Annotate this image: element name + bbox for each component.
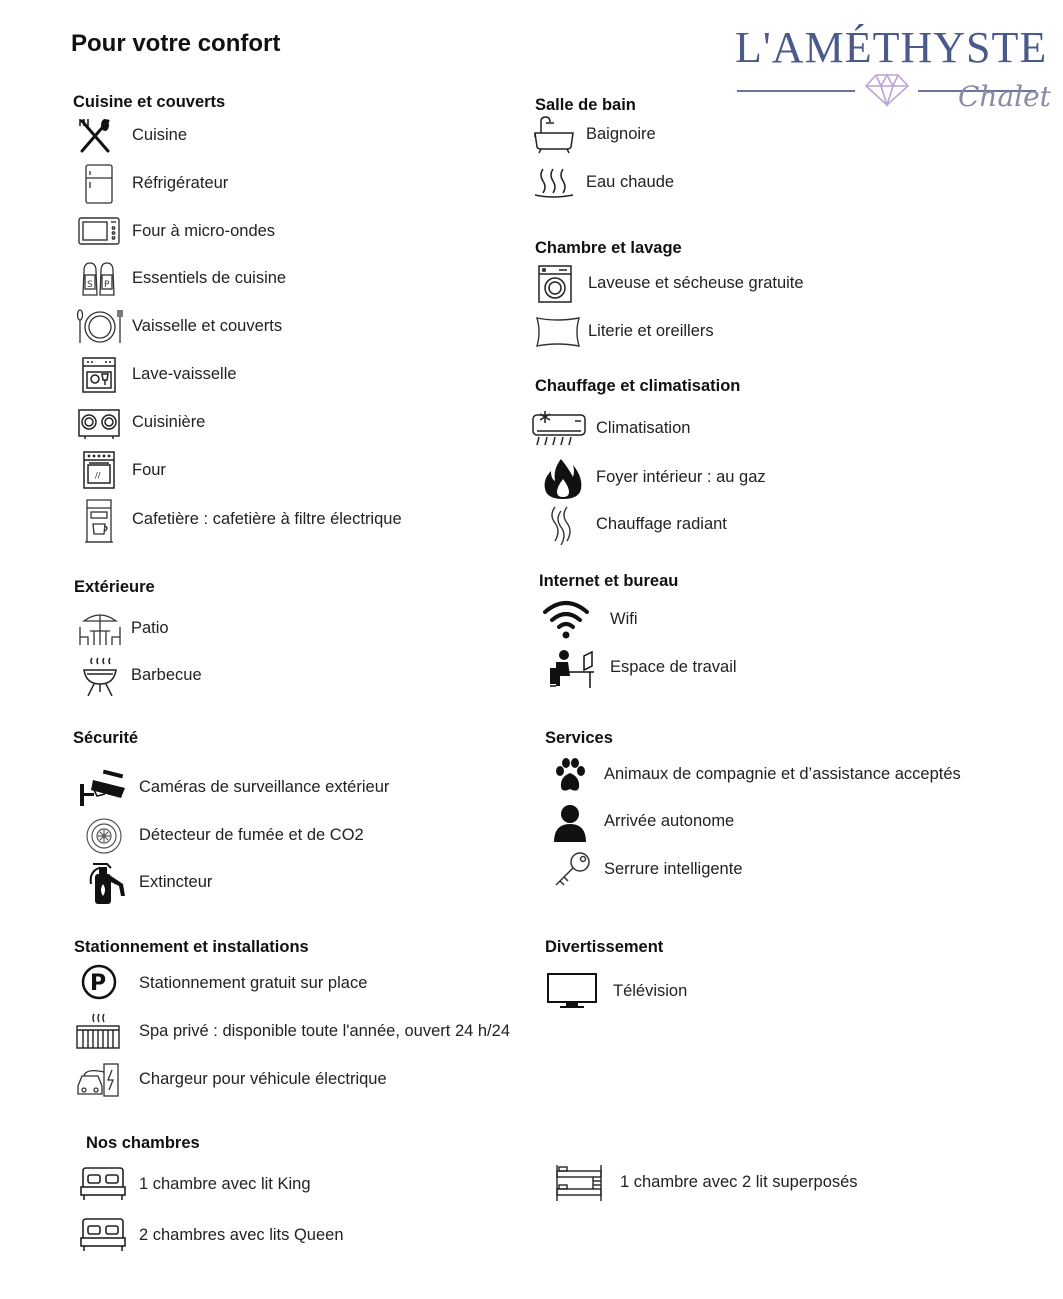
amenity-label: Chauffage radiant	[596, 515, 727, 533]
bed-icon	[79, 1216, 127, 1256]
logo-subtitle: Chalet	[958, 80, 1051, 113]
amenity-label: Serrure intelligente	[604, 860, 743, 878]
plate-icon	[75, 307, 123, 347]
section-title-cuisine: Cuisine et couverts	[73, 93, 226, 111]
security-camera-icon	[79, 768, 127, 808]
amenity-label: Baignoire	[586, 125, 656, 143]
amenity-label: Cafetière : cafetière à filtre électrique	[132, 510, 402, 528]
section-title-stationnement: Stationnement et installations	[74, 938, 309, 956]
air-conditioner-icon	[531, 409, 579, 449]
key-icon	[546, 850, 594, 890]
amenity-label: Four	[132, 461, 166, 479]
amenity-label: 1 chambre avec 2 lit superposés	[620, 1173, 858, 1191]
section-title-services: Services	[545, 729, 613, 747]
parking-icon	[76, 964, 124, 1004]
amenity-label: Réfrigérateur	[132, 174, 229, 192]
microwave-icon	[75, 212, 123, 252]
amenity-label: Cuisinière	[132, 413, 206, 431]
section-title-chambres: Nos chambres	[86, 1134, 200, 1152]
amenity-label: Eau chaude	[586, 173, 675, 191]
svg-text://: //	[95, 471, 101, 480]
fire-extinguisher-icon	[79, 862, 127, 906]
section-title-securite: Sécurité	[73, 729, 139, 747]
svg-text:P: P	[90, 971, 107, 996]
amenity-label: Chargeur pour véhicule électrique	[139, 1070, 387, 1088]
ev-charger-icon	[76, 1060, 124, 1100]
fire-icon	[539, 457, 587, 501]
amenity-label: Caméras de surveillance extérieur	[139, 778, 390, 796]
paw-icon	[546, 755, 594, 795]
bathtub-icon	[533, 115, 581, 155]
tv-icon	[546, 972, 594, 1012]
workspace-icon	[546, 648, 594, 688]
section-title-chambre-lavage: Chambre et lavage	[535, 239, 682, 257]
stove-icon	[75, 403, 123, 443]
washer-icon	[535, 264, 583, 304]
amenity-label: Lave-vaisselle	[132, 365, 237, 383]
amenity-label: Animaux de compagnie et d’assistance acceptés	[604, 765, 961, 783]
amenity-label: 1 chambre avec lit King	[139, 1175, 311, 1193]
pillow-icon	[535, 312, 583, 352]
amenity-label: Foyer intérieur : au gaz	[596, 468, 766, 486]
utensils-icon	[75, 116, 123, 156]
hot-water-icon	[533, 163, 581, 203]
section-title-chauffage: Chauffage et climatisation	[535, 377, 741, 395]
amenity-label: Wifi	[610, 610, 638, 628]
wifi-icon	[542, 600, 590, 640]
bed-icon	[79, 1165, 127, 1205]
logo-name: L'AMÉTHYSTE	[735, 23, 1048, 72]
amenity-label: Barbecue	[131, 666, 202, 684]
amenity-label: 2 chambres avec lits Queen	[139, 1226, 344, 1244]
logo-divider-left	[737, 90, 855, 92]
amenity-label: Stationnement gratuit sur place	[139, 974, 368, 992]
section-title-exterieure: Extérieure	[74, 578, 155, 596]
amenity-label: Patio	[131, 619, 169, 637]
amenity-label: Espace de travail	[610, 658, 737, 676]
amenity-label: Vaisselle et couverts	[132, 317, 283, 335]
smoke-detector-icon	[79, 816, 127, 856]
svg-text:S: S	[87, 280, 93, 290]
salt-pepper-icon	[75, 259, 123, 299]
fridge-icon	[75, 164, 123, 204]
amenity-label: Télévision	[613, 982, 688, 1000]
amethyst-gem-icon	[864, 72, 910, 108]
amenity-label: Extincteur	[139, 873, 213, 891]
oven-icon	[75, 451, 123, 491]
svg-text:P: P	[104, 280, 110, 290]
amenity-label: Arrivée autonome	[604, 812, 735, 830]
amenity-label: Cuisine	[132, 126, 188, 144]
amenity-label: Détecteur de fumée et de CO2	[139, 826, 364, 844]
section-title-internet: Internet et bureau	[539, 572, 679, 590]
coffee-maker-icon	[75, 498, 123, 546]
page-title: Pour votre confort	[71, 30, 281, 57]
amenity-label: Laveuse et sécheuse gratuite	[588, 274, 804, 292]
section-title-salle-de-bain: Salle de bain	[535, 96, 636, 114]
dishwasher-icon	[75, 355, 123, 395]
amenity-label: Climatisation	[596, 419, 691, 437]
amenity-label: Literie et oreillers	[588, 322, 714, 340]
amenity-label: Four à micro-ondes	[132, 222, 276, 240]
amenity-label: Spa privé : disponible toute l'année, ouvert 24 h/24	[139, 1022, 510, 1040]
section-title-divertissement: Divertissement	[545, 938, 664, 956]
bunk-bed-icon	[555, 1163, 603, 1203]
person-icon	[546, 802, 594, 842]
spa-icon	[76, 1012, 124, 1052]
patio-icon	[76, 609, 124, 649]
amenity-label: Essentiels de cuisine	[132, 269, 287, 287]
barbecue-icon	[76, 656, 124, 696]
heat-waves-icon	[539, 505, 587, 545]
